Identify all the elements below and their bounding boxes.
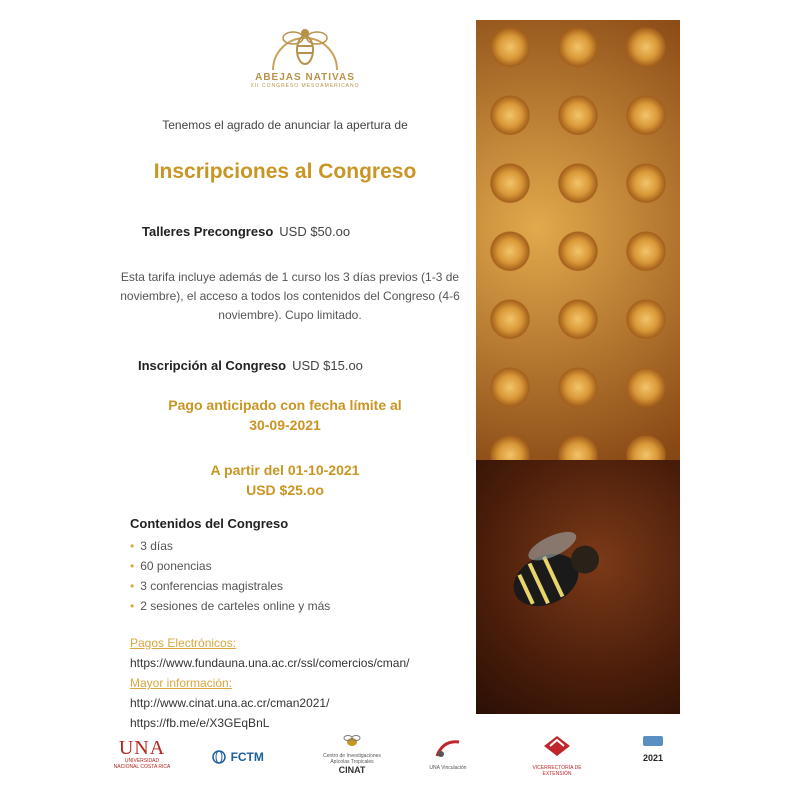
precongreso-description: Esta tarifa incluye además de 1 curso los 3 días previos (1-3 de noviembre), el acceso a todos los contenidos del Congreso (4-6 noviembre). Cupo limitado.	[120, 270, 460, 322]
info-url-link[interactable]: http://www.cinat.una.ac.cr/cman2021/	[130, 696, 330, 710]
fctm-logo-text: FCTM	[230, 750, 264, 764]
vinculacion-text: UNA Vinculación	[429, 765, 467, 771]
info-label-link[interactable]: Mayor información:	[130, 676, 233, 690]
una-logo-subtitle: UNIVERSIDAD NACIONAL COSTA RICA	[113, 758, 171, 770]
intro-text: Tenemos el agrado de anunciar la apertura de	[162, 118, 408, 132]
precongreso-price: USD $50.oo	[279, 224, 351, 239]
vicerrectoria-text: VICERRECTORÍA DE EXTENSIÓN	[532, 765, 582, 777]
precongreso-rate	[142, 224, 350, 239]
deadline-line1: Pago anticipado con fecha límite al	[168, 397, 402, 413]
congreso-rate	[138, 358, 363, 373]
vinculacion-swoosh-icon	[433, 738, 463, 760]
fctm-logo	[208, 748, 268, 766]
poster-text-column	[110, 18, 460, 730]
list-item: • 60 ponencias	[130, 556, 330, 576]
bee-photo-icon	[476, 20, 680, 714]
facebook-url-link[interactable]: https://fb.me/e/X3GEqBnL	[130, 716, 270, 730]
una-logo	[112, 738, 172, 770]
fctm-globe-icon	[212, 750, 226, 764]
links-section	[130, 633, 409, 733]
vicerrectoria-hands-icon	[540, 732, 574, 760]
payments-label-link[interactable]: Pagos Electrónicos:	[130, 636, 237, 650]
after-line1: A partir del 01-10-2021	[210, 462, 360, 478]
bee-logo-icon	[265, 18, 345, 74]
late-rate-notice	[110, 460, 460, 500]
abejas-nativas-logo	[250, 18, 360, 98]
anniversary-2021-logo	[628, 734, 678, 763]
deadline-line2: 30-09-2021	[249, 417, 321, 433]
cinat-logo	[322, 734, 382, 775]
contents-title: Contenidos del Congreso	[130, 516, 289, 531]
honeycomb-bee-photo	[476, 20, 680, 714]
after-line2: USD $25.oo	[246, 482, 324, 498]
list-item: • 3 días	[130, 536, 330, 556]
logo-name: ABEJAS NATIVAS	[255, 72, 355, 83]
payments-url-link[interactable]: https://www.fundauna.una.ac.cr/ssl/comercios/cman/	[130, 656, 410, 670]
cinat-logo-text: CINAT	[338, 765, 366, 775]
list-item: • 2 sesiones de carteles online y más	[130, 596, 330, 616]
headline: Inscripciones al Congreso	[153, 160, 417, 183]
congreso-label: Inscripción al Congreso	[138, 358, 287, 373]
anniversary-year: 2021	[642, 753, 664, 763]
una-vinculacion-logo	[418, 738, 478, 771]
cinat-subtitle: Centro de Investigaciones Apícolas Tropicales	[323, 753, 381, 765]
anniversary-emblem-icon	[641, 734, 665, 748]
deadline-notice	[110, 395, 460, 435]
logo-subtitle: XII CONGRESO MESOAMERICANO	[250, 83, 360, 89]
sponsor-logos-footer	[0, 728, 800, 800]
contents-list	[130, 536, 330, 616]
vicerrectoria-logo	[522, 732, 592, 777]
list-item: • 3 conferencias magistrales	[130, 576, 330, 596]
precongreso-label: Talleres Precongreso	[142, 224, 274, 239]
una-logo-text: UNA	[118, 737, 166, 759]
congreso-price: USD $15.oo	[292, 358, 363, 373]
cinat-bee-icon	[341, 734, 363, 748]
